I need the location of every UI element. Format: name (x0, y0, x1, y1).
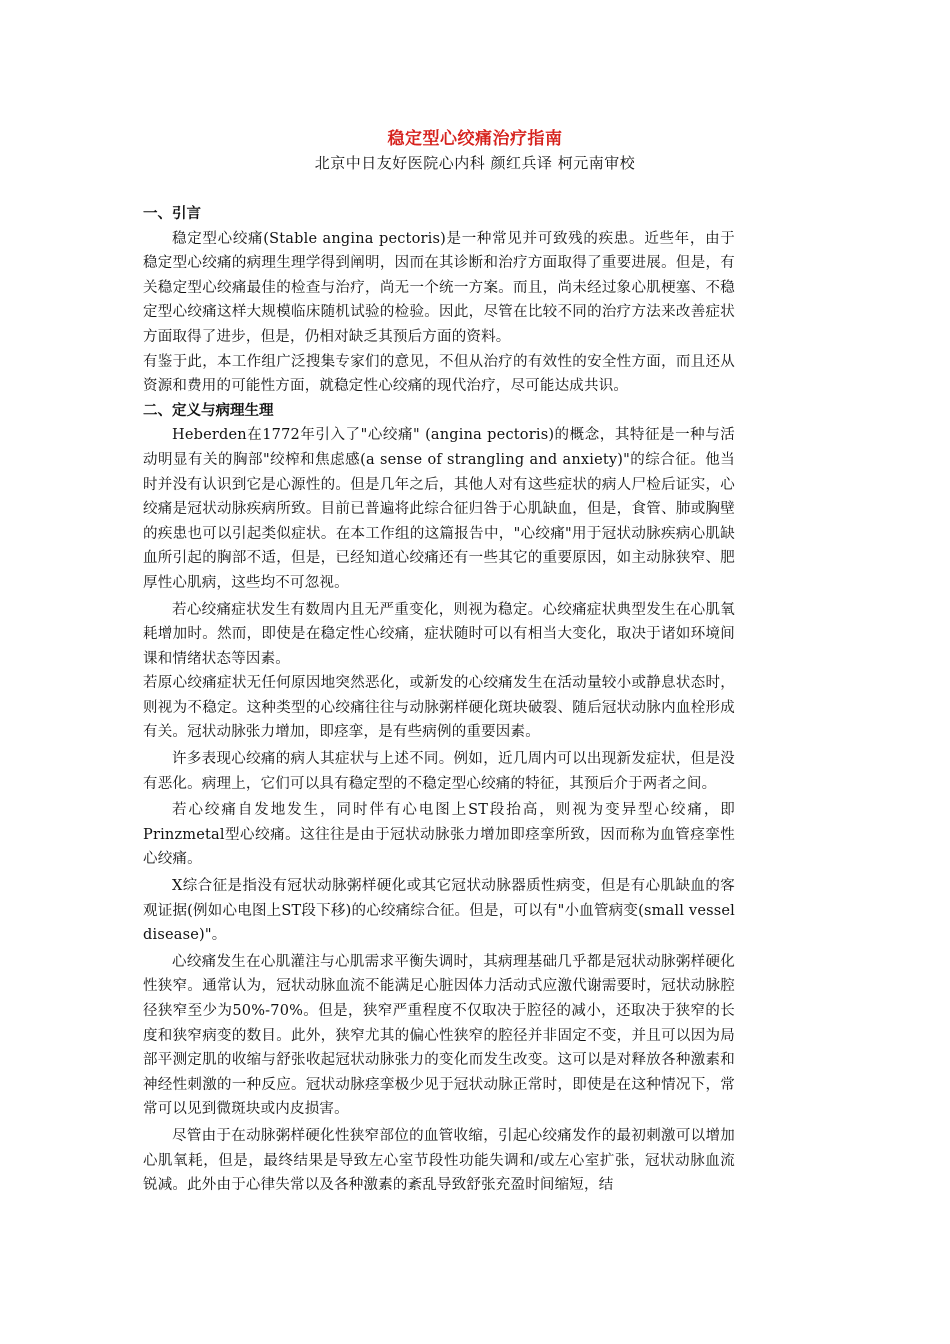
paragraph: Heberden在1772年引入了"心绞痛" (angina pectoris)的概念，其特征是一种与活动明显有关的胸部"绞榨和焦虑感(a sense of strangling and anxiety)"的综合征。他当时并没有认识到它是心源性的。但是几年之后，其他人对有这些症状的病人尸检后证实，心绞痛是冠状动脉疾病所致。目前已普遍将此综合征归咎于心肌缺血，但是，食管、肺或胸壁的疾患也可以引起类似症状。在本工作组的这篇报告中，"心绞痛"用于冠状动脉疾病心肌缺血所引起的胸部不适，但是，已经知道心绞痛还有一些其它的重要原因，如主动脉狭窄、肥厚性心肌病，这些均不可忽视。 (143, 427, 735, 591)
section-heading-introduction: 一、引言 (143, 206, 201, 222)
document-body (143, 202, 735, 1198)
document-title: 稳定型心绞痛治疗指南 (387, 129, 563, 149)
paragraph: 若心绞痛自发地发生，同时伴有心电图上ST段抬高，则视为变异型心绞痛，即Prinzmetal型心绞痛。这往往是由于冠状动脉张力增加即痉挛所致，因而称为血管痉挛性心绞痛。 (143, 802, 735, 868)
paragraph: 尽管由于在动脉粥样硬化性狭窄部位的血管收缩，引起心绞痛发作的最初刺激可以增加心肌氧耗，但是，最终结果是导致左心室节段性功能失调和/或左心室扩张，冠状动脉血流锐减。此外由于心律失常以及各种激素的紊乱导致舒张充盈时间缩短，结 (143, 1127, 735, 1194)
paragraph: 若心绞痛症状发生有数周内且无严重变化，则视为稳定。心绞痛症状典型发生在心肌氧耗增加时。然而，即使是在稳定性心绞痛，症状随时可以有相当大变化，取决于诸如环境间课和情绪状态等因素。 (143, 601, 735, 667)
paragraph: 若原心绞痛症状无任何原因地突然恶化，或新发的心绞痛发生在活动量较小或静息状态时，则视为不稳定。这种类型的心绞痛往往与动脉粥样硬化斑块破裂、随后冠状动脉内血栓形成有关。冠状动脉张力增加，即痉挛，是有些病例的重要因素。 (143, 675, 735, 741)
paragraph: X综合征是指没有冠状动脉粥样硬化或其它冠状动脉器质性病变，但是有心肌缺血的客观证据(例如心电图上ST段下移)的心绞痛综合征。但是，可以有"小血管病变(small vessel disease)"。 (143, 878, 735, 944)
section-heading-definition: 二、定义与病理生理 (143, 402, 274, 419)
paragraph: 许多表现心绞痛的病人其症状与上述不同。例如，近几周内可以出现新发症状，但是没有恶化。病理上，它们可以具有稳定型的不稳定型心绞痛的特征，其预后介于两者之间。 (143, 751, 735, 792)
paragraph: 心绞痛发生在心肌灌注与心肌需求平衡失调时，其病理基础几乎都是冠状动脉粥样硬化性狭窄。通常认为，冠状动脉血流不能满足心脏因体力活动式应激代谢需要时，冠状动脉腔径狭窄至少为50%-70%。但是，狭窄严重程度不仅取决于腔径的减小，还取决于狭窄的长度和狭窄病变的数目。此外，狭窄尤其的偏心性狭窄的腔径并非固定不变，并且可以因为局部平测定肌的收缩与舒张收起冠状动脉张力的变化而发生改变。这可以是对释放各种激素和神经性刺激的一种反应。冠状动脉痉挛极少见于冠状动脉正常时，即使是在这种情况下，常常可以见到微斑块或内皮损害。 (143, 953, 735, 1118)
paragraph: 稳定型心绞痛(Stable angina pectoris)是一种常见并可致残的疾患。近些年，由于稳定型心绞痛的病理生理学得到阐明，因而在其诊断和治疗方面取得了重要进展。但是，有关稳定型心绞痛最佳的检查与治疗，尚无一个统一方案。而且，尚未经过象心肌梗塞、不稳定型心绞痛这样大规模临床随机试验的检验。因此，尽管在比较不同的治疗方法来改善症状方面取得了进步，但是，仍相对缺乏其预后方面的资料。 (143, 230, 735, 345)
document-subtitle: 北京中日友好医院心内科 颜红兵译 柯元南审校 (314, 154, 636, 172)
paragraph: 有鉴于此，本工作组广泛搜集专家们的意见，不但从治疗的有效性的安全性方面，而且还从资源和费用的可能性方面，就稳定性心绞痛的现代治疗，尽可能达成共识。 (143, 353, 735, 395)
